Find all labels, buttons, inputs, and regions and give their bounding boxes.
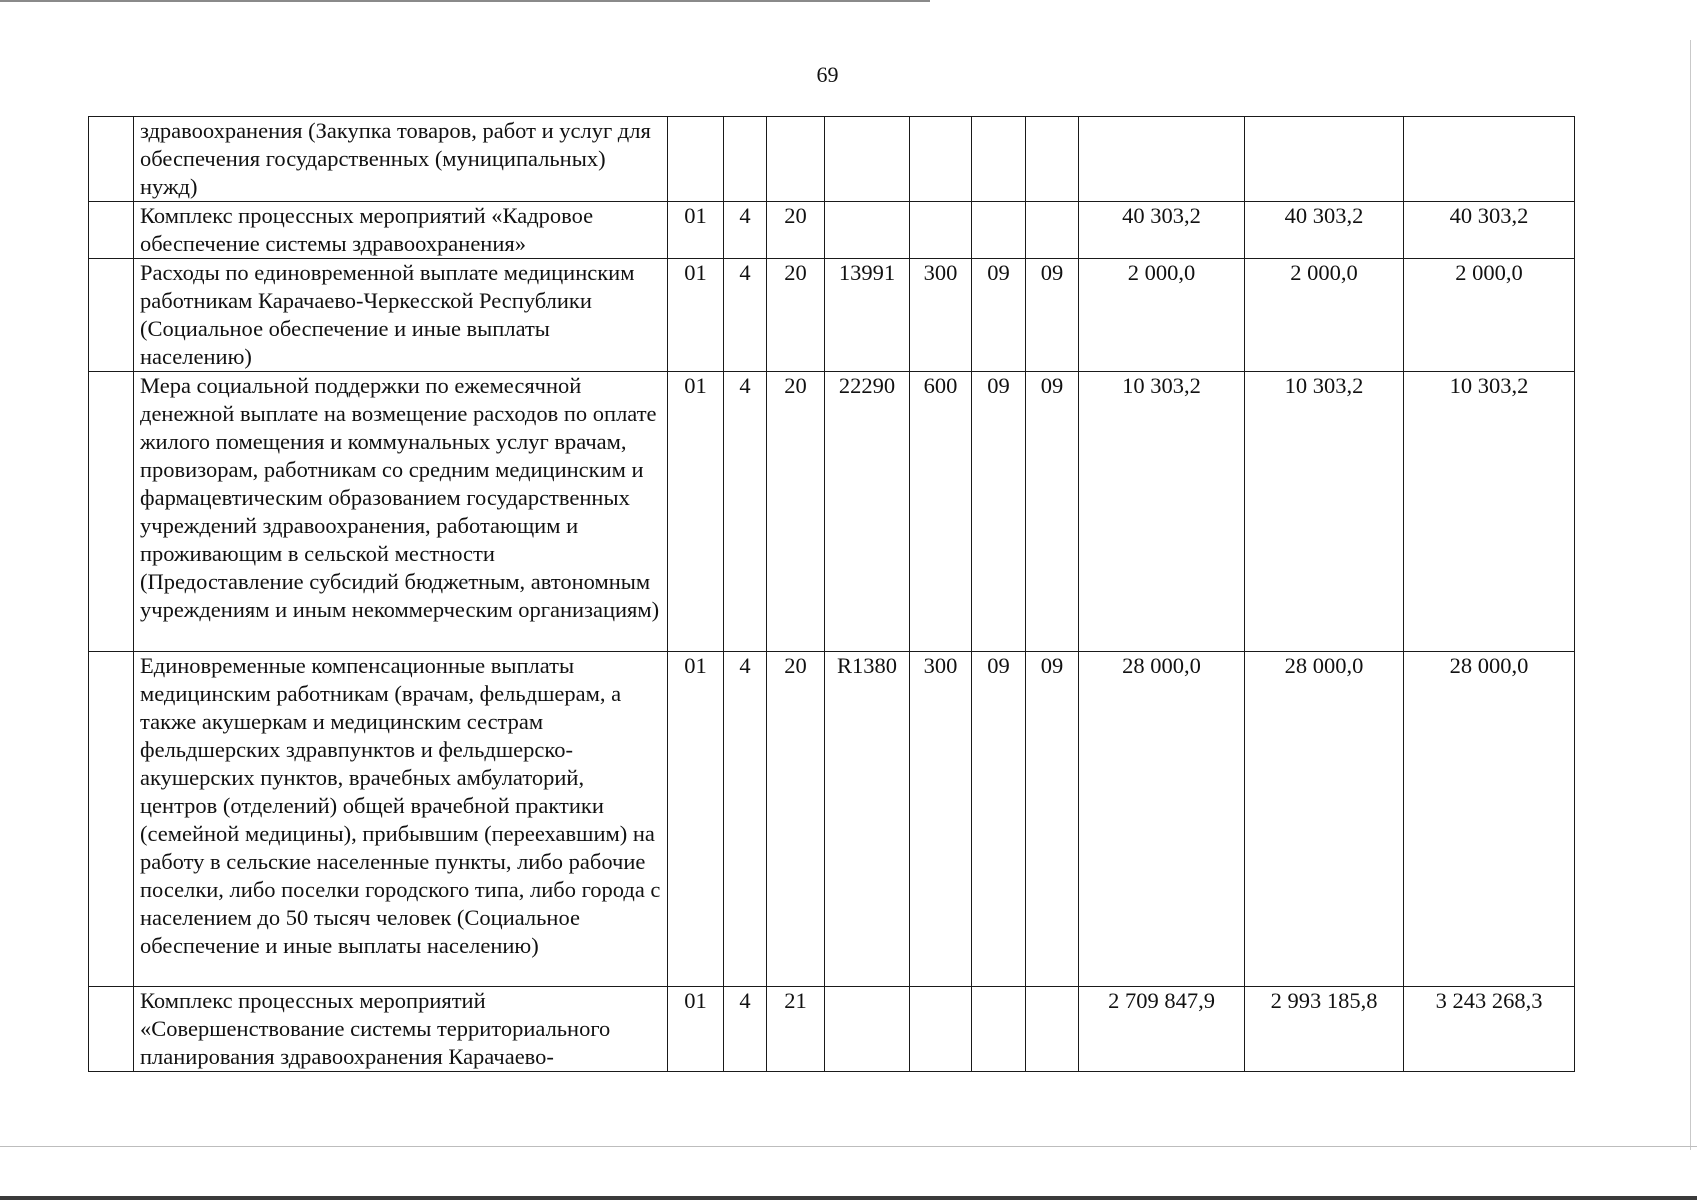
scan-edge-line — [1690, 40, 1691, 1150]
amount-cell-1: 10 303,2 — [1079, 372, 1245, 652]
amount-cell-2: 2 000,0 — [1245, 259, 1404, 372]
table-row — [89, 202, 1575, 259]
code-cell-5 — [910, 117, 972, 202]
code-cell-5 — [910, 987, 972, 1072]
row-number-cell — [89, 202, 134, 259]
item-name-cell: здравоохранения (Закупка товаров, работ и услуг для обеспечения государственных (муниципальных) нужд) — [134, 117, 668, 202]
table-row — [89, 987, 1575, 1072]
code-cell-2: 4 — [724, 259, 767, 372]
code-cell-5 — [910, 202, 972, 259]
code-cell-3 — [767, 117, 825, 202]
code-cell-3: 21 — [767, 987, 825, 1072]
amount-cell-1: 2 000,0 — [1079, 259, 1245, 372]
amount-cell-3: 40 303,2 — [1404, 202, 1575, 259]
amount-cell-2: 2 993 185,8 — [1245, 987, 1404, 1072]
amount-cell-3 — [1404, 117, 1575, 202]
amount-cell-2: 28 000,0 — [1245, 652, 1404, 987]
code-cell-1: 01 — [668, 259, 724, 372]
code-cell-7: 09 — [1026, 259, 1079, 372]
code-cell-5: 300 — [910, 259, 972, 372]
item-name-cell: Комплекс процессных мероприятий «Совершенствование системы территориального планирования здравоохранения Карачаево- — [134, 987, 668, 1072]
code-cell-7 — [1026, 117, 1079, 202]
scan-bottom-band — [0, 1196, 1697, 1200]
row-number-cell — [89, 987, 134, 1072]
amount-cell-3: 10 303,2 — [1404, 372, 1575, 652]
code-cell-2 — [724, 117, 767, 202]
code-cell-6 — [972, 987, 1026, 1072]
amount-cell-2: 40 303,2 — [1245, 202, 1404, 259]
code-cell-1: 01 — [668, 202, 724, 259]
code-cell-2: 4 — [724, 372, 767, 652]
code-cell-7: 09 — [1026, 652, 1079, 987]
code-cell-6 — [972, 202, 1026, 259]
row-number-cell — [89, 259, 134, 372]
table-row — [89, 117, 1575, 202]
amount-cell-3: 3 243 268,3 — [1404, 987, 1575, 1072]
amount-cell-2 — [1245, 117, 1404, 202]
code-cell-4: 13991 — [825, 259, 910, 372]
amount-cell-1: 2 709 847,9 — [1079, 987, 1245, 1072]
item-name-cell: Комплекс процессных мероприятий «Кадровое обеспечение системы здравоохранения» — [134, 202, 668, 259]
item-name-cell: Расходы по единовременной выплате медицинским работникам Карачаево-Черкесской Республики (Социальное обеспечение и иные выплаты населению) — [134, 259, 668, 372]
page-number: 69 — [816, 62, 839, 87]
code-cell-5: 600 — [910, 372, 972, 652]
code-cell-6 — [972, 117, 1026, 202]
amount-cell-2: 10 303,2 — [1245, 372, 1404, 652]
budget-table — [88, 116, 1575, 1072]
top-rule — [0, 0, 930, 2]
code-cell-2: 4 — [724, 987, 767, 1072]
code-cell-2: 4 — [724, 652, 767, 987]
code-cell-1: 01 — [668, 987, 724, 1072]
code-cell-4 — [825, 202, 910, 259]
item-name-cell: Мера социальной поддержки по ежемесячной денежной выплате на возмещение расходов по оплате жилого помещения и коммунальных услуг врачам, провизорам, работникам со средним медицинским и фармацевтическим образованием государственных учреждений здравоохранения, работающим и проживающим в сельской местности (Предоставление субсидий бюджетным, автономным учреждениям и иным некоммерческим организациям) — [134, 372, 668, 652]
code-cell-7 — [1026, 202, 1079, 259]
table-row — [89, 372, 1575, 652]
code-cell-7 — [1026, 987, 1079, 1072]
code-cell-1: 01 — [668, 652, 724, 987]
code-cell-5: 300 — [910, 652, 972, 987]
code-cell-7: 09 — [1026, 372, 1079, 652]
code-cell-2: 4 — [724, 202, 767, 259]
amount-cell-1: 28 000,0 — [1079, 652, 1245, 987]
table-row — [89, 652, 1575, 987]
row-number-cell — [89, 652, 134, 987]
row-number-cell — [89, 117, 134, 202]
scan-faint-line — [0, 1146, 1697, 1147]
code-cell-6: 09 — [972, 259, 1026, 372]
amount-cell-3: 28 000,0 — [1404, 652, 1575, 987]
code-cell-3: 20 — [767, 202, 825, 259]
amount-cell-3: 2 000,0 — [1404, 259, 1575, 372]
code-cell-4: 22290 — [825, 372, 910, 652]
table-row — [89, 259, 1575, 372]
item-name-cell: Единовременные компенсационные выплаты медицинским работникам (врачам, фельдшерам, а также акушеркам и медицинским сестрам фельдшерских здравпунктов и фельдшерско-акушерских пунктов, врачебных амбулаторий, центров (отделений) общей врачебной практики (семейной медицины), прибывшим (переехавшим) на работу в сельские населенные пункты, либо рабочие поселки, либо поселки городского типа, либо города с населением до 50 тысяч человек (Социальное обеспечение и иные выплаты населению) — [134, 652, 668, 987]
code-cell-3: 20 — [767, 372, 825, 652]
code-cell-3: 20 — [767, 652, 825, 987]
code-cell-4 — [825, 987, 910, 1072]
row-number-cell — [89, 372, 134, 652]
code-cell-4 — [825, 117, 910, 202]
code-cell-6: 09 — [972, 372, 1026, 652]
code-cell-3: 20 — [767, 259, 825, 372]
code-cell-1 — [668, 117, 724, 202]
code-cell-6: 09 — [972, 652, 1026, 987]
code-cell-4: R1380 — [825, 652, 910, 987]
amount-cell-1: 40 303,2 — [1079, 202, 1245, 259]
amount-cell-1 — [1079, 117, 1245, 202]
code-cell-1: 01 — [668, 372, 724, 652]
